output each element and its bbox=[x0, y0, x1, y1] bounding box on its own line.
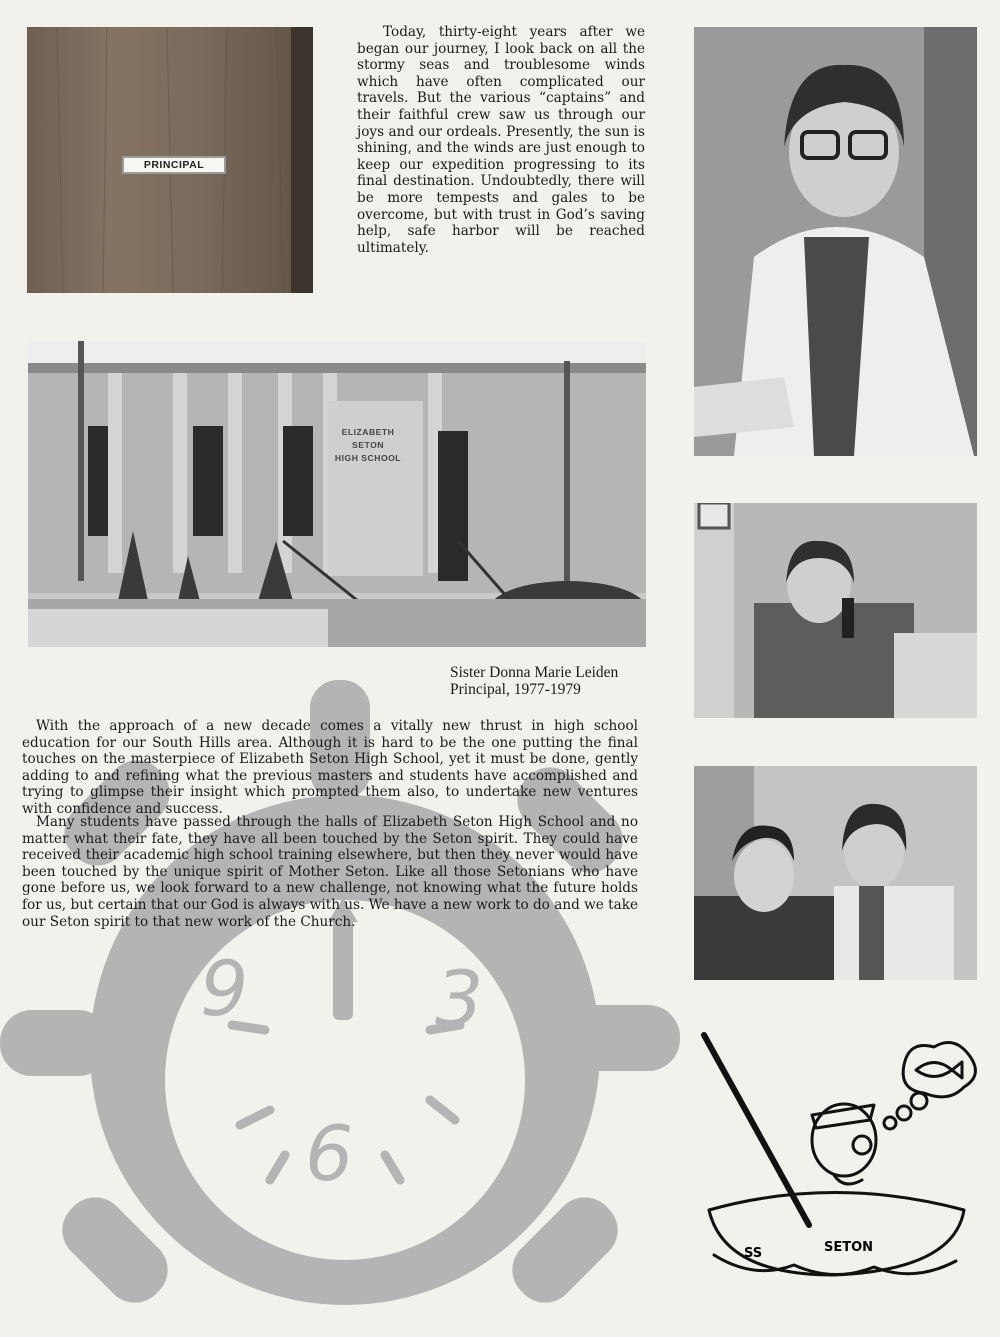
building-sign-line-3: HIGH SCHOOL bbox=[334, 453, 402, 463]
school-building-photo bbox=[28, 341, 646, 647]
principal-conversation-photo bbox=[694, 766, 977, 980]
cartoon-boat-label-seton: SETON bbox=[824, 1240, 874, 1255]
building-sign bbox=[323, 426, 413, 465]
body-paragraph-2: Many students have passed through the halls of Elizabeth Seton High School and no matter what their fate, they have all been touched by the Seton spirit. They could have received their academic high school training elsewhere, but then they never would have been touched by the unique spirit of Mother Seton. Like all those Setonians who have gone before us, we look forward to a new challenge, not knowing what the future holds for us, but certain that our God is always with us. We have a new work to do and we take our Seton spirit to that new work of the Church. bbox=[22, 814, 638, 930]
clock-numeral-six: 6 bbox=[305, 1109, 354, 1198]
body-paragraph-1: With the approach of a new decade comes a vitally new thrust in high school education for our South Hills area. Although it is hard to be the one putting the final touches on the masterpiece of Elizabeth Seton High School, yet it must be done, gently adding to and refining what the previous masters and students have accomplished and trying to glimpse their insight which prompted them also, to undertake new ventures with confidence and success. bbox=[22, 718, 638, 817]
ss-seton-cartoon bbox=[694, 1025, 984, 1295]
cartoon-boat-label-ss: SS bbox=[744, 1246, 763, 1261]
caption-name: Sister Donna Marie Leiden bbox=[450, 664, 619, 681]
building-sign-line-2: SETON bbox=[352, 440, 384, 450]
building-sign-line-1: ELIZABETH bbox=[341, 427, 395, 437]
clock-numeral-three: 3 bbox=[435, 954, 484, 1043]
principal-portrait-photo bbox=[694, 27, 977, 456]
clock-numeral-nine: 9 bbox=[200, 944, 249, 1033]
photo-caption bbox=[450, 664, 650, 698]
intro-paragraph: Today, thirty-eight years after we began our journey, I look back on all the stormy seas and troublesome winds which have often complicated our travels. But the various “captains” and their faithful crew saw us through our joys and our ordeals. Presently, the sun is shining, and the winds are just enough to keep our expedition progressing to its final destination. Undoubtedly, there will be more tempests and gales to be overcome, but with trust in God’s saving help, safe harbor will be reached ultimately. bbox=[357, 24, 645, 256]
principal-door-sign: PRINCIPAL bbox=[122, 156, 226, 174]
caption-title: Principal, 1977-1979 bbox=[450, 681, 581, 698]
principal-phone-photo bbox=[694, 503, 977, 718]
